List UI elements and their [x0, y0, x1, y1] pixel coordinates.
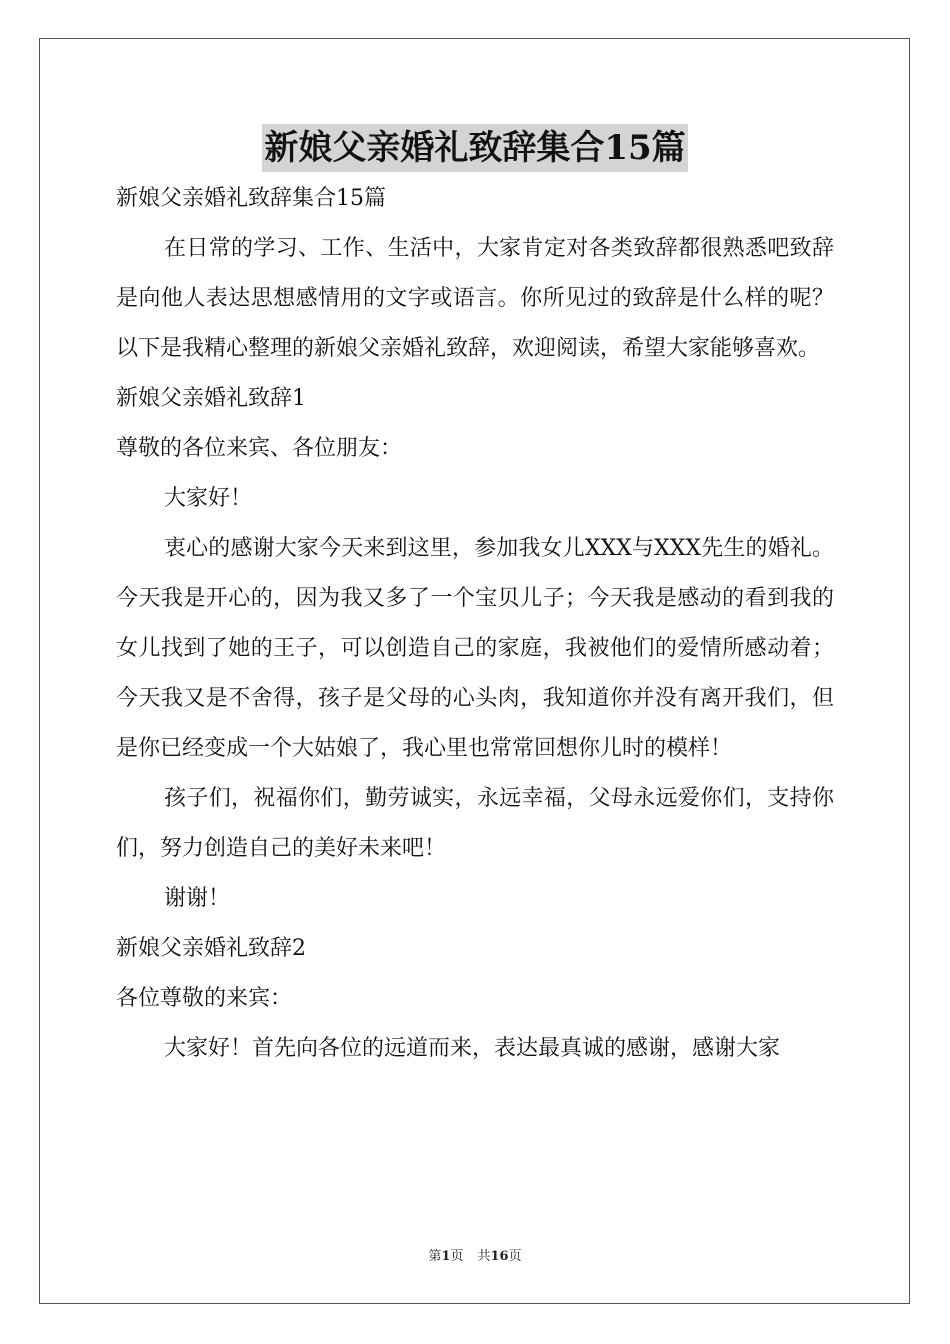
document-title: 新娘父亲婚礼致辞集合15篇	[262, 124, 687, 172]
page-total: 16	[490, 1249, 509, 1264]
page-suffix: 页	[450, 1249, 464, 1264]
page-current: 1	[441, 1249, 451, 1264]
page-footer	[0, 1248, 950, 1266]
subtitle-line: 新娘父亲婚礼致辞集合15篇	[116, 186, 386, 211]
total-prefix: 共	[477, 1249, 491, 1264]
greeting-1: 大家好！	[164, 486, 253, 511]
section-heading-2: 新娘父亲婚礼致辞2	[116, 936, 306, 961]
speech-paragraph-2: 孩子们，祝福你们，勤劳诚实，永远幸福，父母永远爱你们，支持你们，努力创造自己的美好未来吧！	[116, 786, 834, 861]
page-prefix: 第	[428, 1249, 442, 1264]
intro-paragraph: 在日常的学习、工作、生活中，大家肯定对各类致辞都很熟悉吧致辞是向他人表达思想感情用的文字或语言。你所见过的致辞是什么样的呢？以下是我精心整理的新娘父亲婚礼致辞，欢迎阅读，希望大家能够喜欢。	[116, 236, 834, 361]
total-suffix: 页	[508, 1249, 522, 1264]
section-heading-1: 新娘父亲婚礼致辞1	[116, 386, 306, 411]
salutation-2: 各位尊敬的来宾：	[116, 986, 293, 1011]
thanks-line: 谢谢！	[164, 886, 231, 911]
speech-paragraph-3: 大家好！首先向各位的远道而来，表达最真诚的感谢，感谢大家	[164, 1036, 781, 1061]
document-body	[116, 174, 834, 1074]
salutation-1: 尊敬的各位来宾、各位朋友：	[116, 436, 403, 461]
title-container	[0, 124, 950, 172]
speech-paragraph-1: 衷心的感谢大家今天来到这里，参加我女儿XXX与XXX先生的婚礼。今天我是开心的，因为我又多了一个宝贝儿子；今天我是感动的看到我的女儿找到了她的王子，可以创造自己的家庭，我被他们的爱情所感动着；今天我又是不舍得，孩子是父母的心头肉，我知道你并没有离开我们，但是你已经变成一个大姑娘了，我心里也常常回想你儿时的模样！	[116, 536, 834, 761]
